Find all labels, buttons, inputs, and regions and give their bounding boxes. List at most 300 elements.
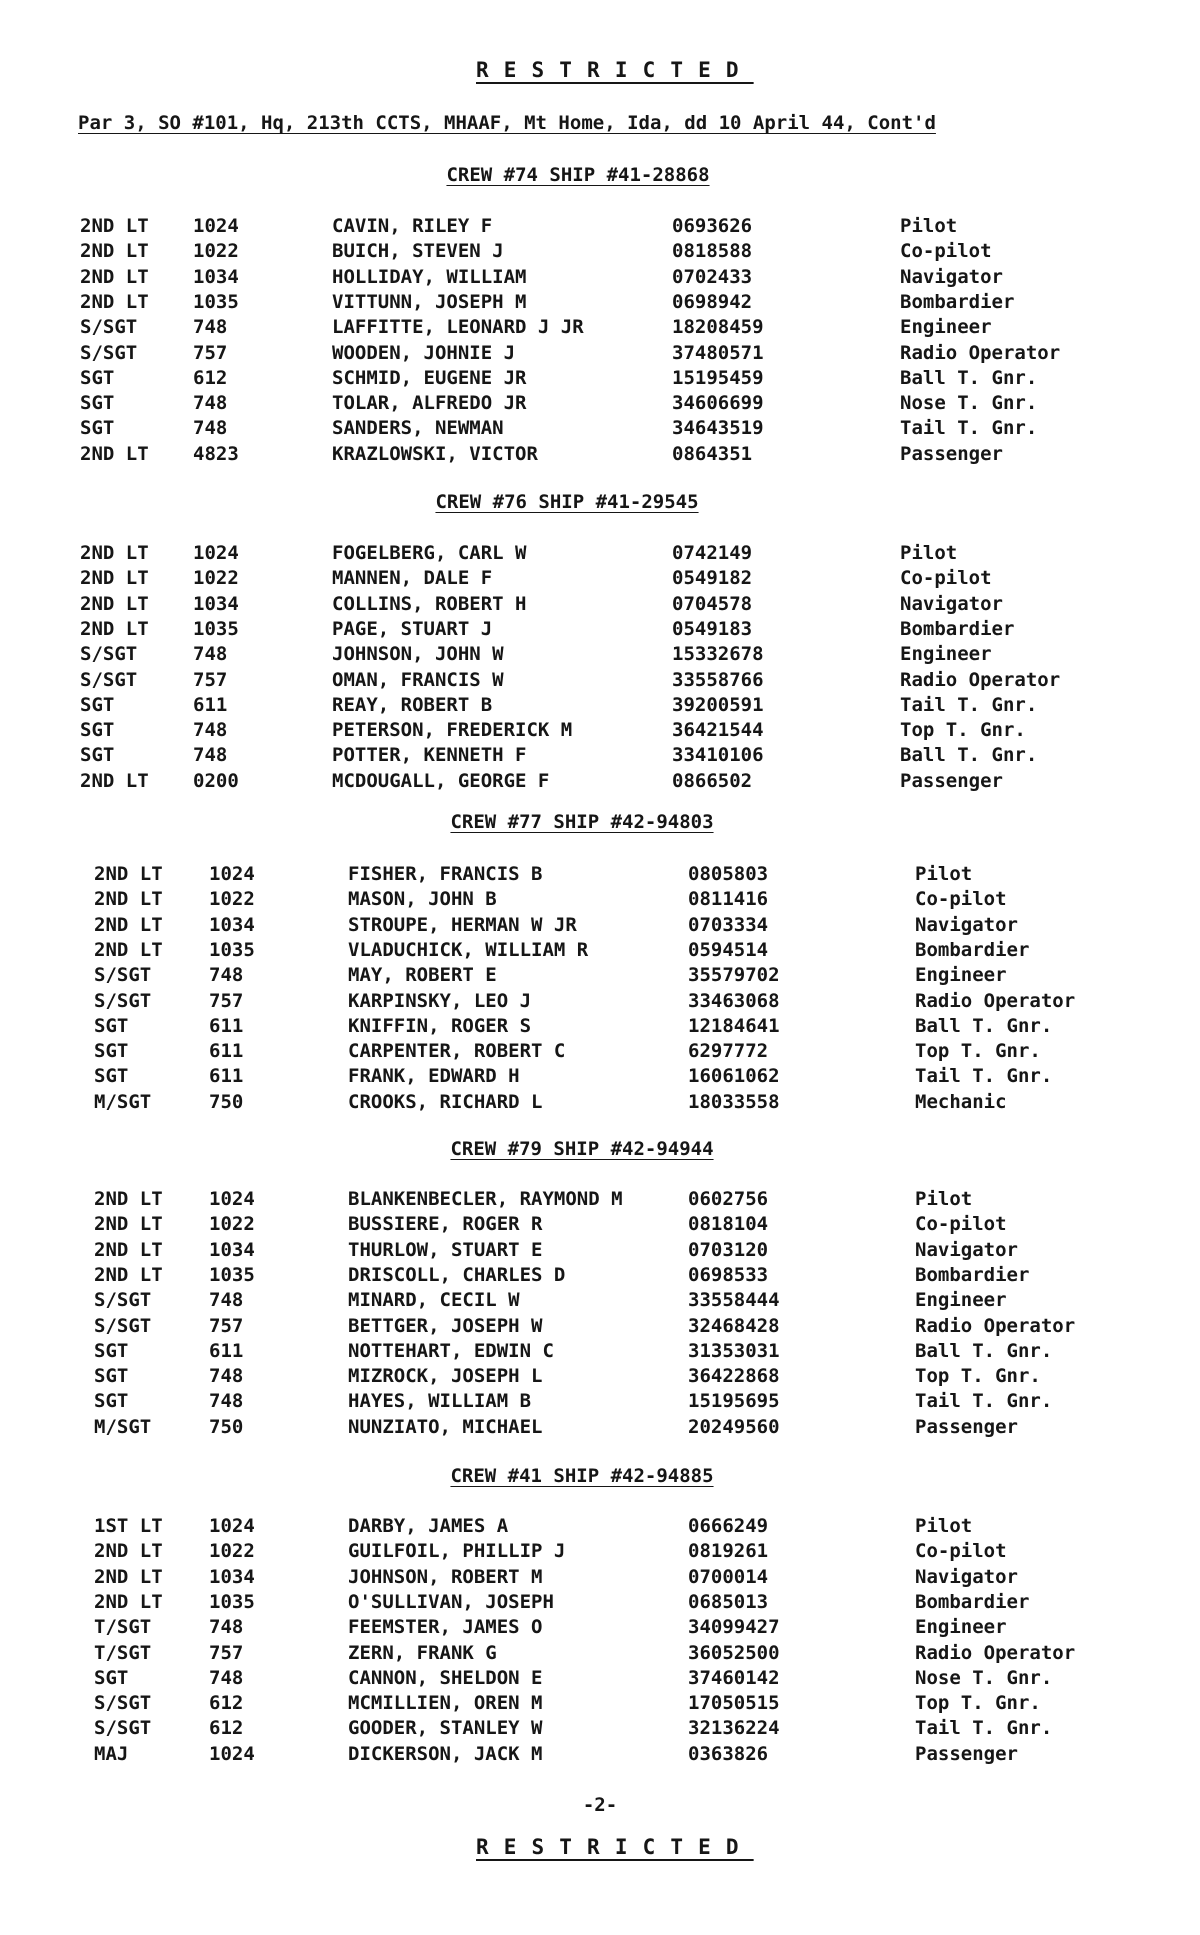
crew-member-row (0, 566, 1200, 591)
member-position: Engineer (915, 1616, 1007, 1639)
member-position: Ball T. Gnr. (900, 744, 1038, 767)
member-rank: SGT (80, 693, 115, 716)
crew-member-row (0, 416, 1200, 441)
member-name: NUNZIATO, MICHAEL (348, 1415, 543, 1438)
member-ssn: 748 (193, 744, 228, 767)
member-ssn: 611 (209, 1339, 244, 1362)
member-rank: 2ND LT (94, 1188, 163, 1210)
member-name: WOODEN, JOHNIE J (332, 341, 516, 364)
member-name: BUSSIERE, ROGER R (348, 1213, 543, 1236)
member-rank: T/SGT (94, 1641, 152, 1664)
member-position: Navigator (915, 1565, 1018, 1588)
member-ssn: 757 (193, 668, 228, 691)
member-serial: 18033558 (688, 1090, 780, 1113)
member-name: DICKERSON, JACK M (348, 1742, 543, 1765)
member-ssn: 757 (209, 1314, 244, 1337)
crew-title: CREW #79 SHIP #42-94944 (450, 1138, 714, 1160)
member-name: PETERSON, FREDERICK M (332, 719, 573, 742)
member-position: Bombardier (900, 290, 1015, 313)
member-name: CAVIN, RILEY F (332, 215, 493, 237)
member-ssn: 611 (209, 1065, 244, 1088)
member-ssn: 748 (209, 1365, 244, 1388)
member-ssn: 1024 (209, 863, 255, 885)
member-position: Top T. Gnr. (915, 1692, 1041, 1715)
crew-member-row (0, 1389, 1200, 1414)
member-position: Pilot (900, 542, 958, 564)
member-name: ZERN, FRANK G (348, 1641, 497, 1664)
member-serial: 37460142 (688, 1666, 780, 1689)
member-ssn: 1024 (193, 215, 239, 237)
member-name: MANNEN, DALE F (332, 567, 493, 590)
crew-member-row (0, 1187, 1200, 1212)
member-rank: 2ND LT (80, 592, 149, 615)
member-rank: 2ND LT (94, 1565, 163, 1588)
crew-member-row (0, 1615, 1200, 1640)
member-position: Bombardier (915, 1263, 1030, 1286)
member-name: VITTUNN, JOSEPH M (332, 290, 527, 313)
member-name: OMAN, FRANCIS W (332, 668, 504, 691)
crew-member-row (0, 1039, 1200, 1064)
member-rank: S/SGT (94, 964, 152, 987)
member-ssn: 611 (209, 1014, 244, 1037)
member-rank: SGT (80, 744, 115, 767)
member-serial: 0866502 (672, 769, 753, 792)
crew-title: CREW #41 SHIP #42-94885 (450, 1465, 714, 1487)
member-serial: 15195459 (672, 366, 764, 389)
member-position: Radio Operator (900, 341, 1061, 364)
member-name: THURLOW, STUART E (348, 1238, 543, 1261)
member-name: SANDERS, NEWMAN (332, 417, 504, 440)
member-rank: SGT (94, 1339, 129, 1362)
member-name: FOGELBERG, CARL W (332, 542, 527, 564)
crew-member-row (0, 913, 1200, 938)
member-position: Radio Operator (915, 1314, 1076, 1337)
member-position: Navigator (915, 1238, 1018, 1261)
member-name: FEEMSTER, JAMES O (348, 1616, 543, 1639)
member-position: Pilot (915, 1515, 973, 1537)
member-ssn: 1034 (209, 913, 255, 936)
crew-member-row (0, 1339, 1200, 1364)
member-ssn: 757 (193, 341, 228, 364)
member-serial: 0693626 (672, 215, 753, 237)
member-rank: S/SGT (80, 668, 138, 691)
member-name: CARPENTER, ROBERT C (348, 1040, 566, 1063)
member-name: BETTGER, JOSEPH W (348, 1314, 543, 1337)
member-serial: 16061062 (688, 1065, 780, 1088)
member-ssn: 750 (209, 1415, 244, 1438)
member-position: Tail T. Gnr. (900, 693, 1038, 716)
member-rank: SGT (94, 1040, 129, 1063)
crew-title: CREW #77 SHIP #42-94803 (450, 811, 714, 833)
member-serial: 36422868 (688, 1365, 780, 1388)
member-serial: 33463068 (688, 989, 780, 1012)
member-serial: 35579702 (688, 964, 780, 987)
member-serial: 34099427 (688, 1616, 780, 1639)
member-ssn: 1024 (209, 1515, 255, 1537)
member-serial: 0819261 (688, 1540, 769, 1563)
member-serial: 33410106 (672, 744, 764, 767)
paragraph-reference: Par 3, SO #101, Hq, 213th CCTS, MHAAF, Mt Home, Ida, dd 10 April 44, Cont'd (78, 112, 936, 134)
member-rank: SGT (80, 366, 115, 389)
member-name: SCHMID, EUGENE JR (332, 366, 527, 389)
member-serial: 0703120 (688, 1238, 769, 1261)
member-ssn: 1034 (193, 592, 239, 615)
member-rank: S/SGT (94, 1289, 152, 1312)
member-position: Engineer (915, 964, 1007, 987)
member-serial: 34643519 (672, 417, 764, 440)
member-serial: 0700014 (688, 1565, 769, 1588)
member-ssn: 612 (209, 1692, 244, 1715)
member-serial: 0818588 (672, 240, 753, 263)
crew-member-row (0, 214, 1200, 239)
member-rank: 2ND LT (94, 863, 163, 885)
member-serial: 31353031 (688, 1339, 780, 1362)
member-position: Ball T. Gnr. (915, 1014, 1053, 1037)
crew-member-row (0, 963, 1200, 988)
member-ssn: 1022 (193, 567, 239, 590)
member-position: Pilot (915, 1188, 973, 1210)
member-name: MINARD, CECIL W (348, 1289, 520, 1312)
member-name: GUILFOIL, PHILLIP J (348, 1540, 566, 1563)
member-ssn: 611 (209, 1040, 244, 1063)
member-serial: 37480571 (672, 341, 764, 364)
crew-member-row (0, 769, 1200, 794)
member-ssn: 1022 (209, 888, 255, 911)
crew-title: CREW #74 SHIP #41-28868 (446, 164, 710, 186)
member-ssn: 1035 (209, 1263, 255, 1286)
member-position: Tail T. Gnr. (900, 417, 1038, 440)
member-name: BUICH, STEVEN J (332, 240, 504, 263)
member-name: VLADUCHICK, WILLIAM R (348, 938, 589, 961)
member-position: Navigator (915, 913, 1018, 936)
crew-member-row (0, 1514, 1200, 1539)
member-ssn: 612 (193, 366, 228, 389)
member-position: Tail T. Gnr. (915, 1717, 1053, 1740)
member-rank: SGT (80, 392, 115, 415)
crew-member-row (0, 887, 1200, 912)
crew-member-row (0, 1641, 1200, 1666)
member-rank: 2ND LT (94, 938, 163, 961)
member-name: CROOKS, RICHARD L (348, 1090, 543, 1113)
member-serial: 0602756 (688, 1188, 769, 1210)
member-serial: 32468428 (688, 1314, 780, 1337)
member-name: GOODER, STANLEY W (348, 1717, 543, 1740)
member-rank: MAJ (94, 1742, 129, 1765)
member-position: Nose T. Gnr. (915, 1666, 1053, 1689)
member-rank: S/SGT (94, 1314, 152, 1337)
member-serial: 0363826 (688, 1742, 769, 1765)
member-ssn: 1035 (193, 617, 239, 640)
member-serial: 0811416 (688, 888, 769, 911)
member-ssn: 1022 (209, 1540, 255, 1563)
member-position: Mechanic (915, 1090, 1007, 1113)
member-ssn: 1035 (209, 1590, 255, 1613)
crew-member-row (0, 1539, 1200, 1564)
member-rank: S/SGT (94, 1692, 152, 1715)
member-rank: 2ND LT (94, 888, 163, 911)
crew-member-row (0, 290, 1200, 315)
member-name: MIZROCK, JOSEPH L (348, 1365, 543, 1388)
crew-member-row (0, 862, 1200, 887)
member-serial: 12184641 (688, 1014, 780, 1037)
member-position: Top T. Gnr. (915, 1365, 1041, 1388)
crew-title: CREW #76 SHIP #41-29545 (435, 491, 699, 513)
member-name: KNIFFIN, ROGER S (348, 1014, 532, 1037)
member-serial: 36421544 (672, 719, 764, 742)
member-name: O'SULLIVAN, JOSEPH (348, 1590, 554, 1613)
member-serial: 0702433 (672, 265, 753, 288)
member-serial: 0594514 (688, 938, 769, 961)
page-number: -2- (582, 1794, 618, 1816)
member-position: Radio Operator (900, 668, 1061, 691)
member-position: Passenger (900, 442, 1003, 465)
member-rank: 2ND LT (94, 1238, 163, 1261)
crew-member-row (0, 1415, 1200, 1440)
crew-member-row (0, 617, 1200, 642)
crew-member-row (0, 265, 1200, 290)
member-name: JOHNSON, ROBERT M (348, 1565, 543, 1588)
crew-member-row (0, 989, 1200, 1014)
member-position: Radio Operator (915, 1641, 1076, 1664)
member-ssn: 757 (209, 989, 244, 1012)
member-rank: 2ND LT (94, 1590, 163, 1613)
member-position: Top T. Gnr. (915, 1040, 1041, 1063)
crew-member-row (0, 391, 1200, 416)
member-position: Tail T. Gnr. (915, 1390, 1053, 1413)
member-rank: S/SGT (80, 643, 138, 666)
member-serial: 0698942 (672, 290, 753, 313)
crew-member-row (0, 1691, 1200, 1716)
member-rank: SGT (94, 1390, 129, 1413)
member-name: TOLAR, ALFREDO JR (332, 392, 527, 415)
member-ssn: 1034 (193, 265, 239, 288)
member-name: DARBY, JAMES A (348, 1515, 509, 1537)
member-serial: 0549183 (672, 617, 753, 640)
member-serial: 36052500 (688, 1641, 780, 1664)
member-serial: 0698533 (688, 1263, 769, 1286)
member-rank: SGT (80, 417, 115, 440)
crew-member-row (0, 1716, 1200, 1741)
member-rank: 2ND LT (94, 1263, 163, 1286)
member-rank: SGT (94, 1065, 129, 1088)
member-rank: 2ND LT (94, 913, 163, 936)
crew-member-row (0, 1314, 1200, 1339)
member-position: Nose T. Gnr. (900, 392, 1038, 415)
crew-member-row (0, 938, 1200, 963)
member-name: JOHNSON, JOHN W (332, 643, 504, 666)
member-position: Passenger (900, 769, 1003, 792)
member-rank: 2ND LT (80, 265, 149, 288)
member-rank: M/SGT (94, 1090, 152, 1113)
member-name: POTTER, KENNETH F (332, 744, 527, 767)
member-ssn: 748 (193, 643, 228, 666)
member-rank: S/SGT (94, 989, 152, 1012)
crew-member-row (0, 1238, 1200, 1263)
member-position: Radio Operator (915, 989, 1076, 1012)
member-rank: 2ND LT (94, 1213, 163, 1236)
member-position: Co-pilot (915, 1540, 1007, 1563)
member-ssn: 1034 (209, 1565, 255, 1588)
member-rank: 2ND LT (80, 442, 149, 465)
member-serial: 15332678 (672, 643, 764, 666)
member-ssn: 748 (193, 392, 228, 415)
member-rank: SGT (94, 1365, 129, 1388)
member-position: Bombardier (900, 617, 1015, 640)
member-ssn: 1035 (193, 290, 239, 313)
member-rank: 2ND LT (80, 617, 149, 640)
member-name: FRANK, EDWARD H (348, 1065, 520, 1088)
member-name: FISHER, FRANCIS B (348, 863, 543, 885)
member-name: CANNON, SHELDON E (348, 1666, 543, 1689)
member-rank: 2ND LT (80, 240, 149, 263)
member-rank: 1ST LT (94, 1515, 163, 1537)
member-serial: 18208459 (672, 316, 764, 339)
member-serial: 0704578 (672, 592, 753, 615)
crew-member-row (0, 1090, 1200, 1115)
crew-member-row (0, 366, 1200, 391)
member-ssn: 748 (209, 964, 244, 987)
crew-member-row (0, 315, 1200, 340)
member-ssn: 1022 (193, 240, 239, 263)
member-rank: S/SGT (80, 316, 138, 339)
member-name: COLLINS, ROBERT H (332, 592, 527, 615)
crew-member-row (0, 1263, 1200, 1288)
member-position: Pilot (915, 863, 973, 885)
member-rank: 2ND LT (80, 215, 149, 237)
crew-member-row (0, 1212, 1200, 1237)
crew-member-row (0, 592, 1200, 617)
member-ssn: 1035 (209, 938, 255, 961)
member-position: Co-pilot (915, 888, 1007, 911)
member-ssn: 748 (193, 316, 228, 339)
member-rank: M/SGT (94, 1415, 152, 1438)
member-rank: 2ND LT (94, 1540, 163, 1563)
member-name: DRISCOLL, CHARLES D (348, 1263, 566, 1286)
crew-member-row (0, 442, 1200, 467)
member-position: Co-pilot (900, 240, 992, 263)
crew-member-row (0, 693, 1200, 718)
member-name: PAGE, STUART J (332, 617, 493, 640)
member-name: HAYES, WILLIAM B (348, 1390, 532, 1413)
member-name: NOTTEHART, EDWIN C (348, 1339, 554, 1362)
restricted-marking-top: RESTRICTED (476, 58, 754, 82)
member-ssn: 612 (209, 1717, 244, 1740)
member-ssn: 748 (209, 1666, 244, 1689)
member-name: MASON, JOHN B (348, 888, 497, 911)
member-ssn: 1024 (209, 1188, 255, 1210)
member-rank: 2ND LT (80, 542, 149, 564)
member-serial: 0549182 (672, 567, 753, 590)
member-rank: 2ND LT (80, 769, 149, 792)
crew-member-row (0, 1666, 1200, 1691)
restricted-marking-bottom: RESTRICTED (476, 1835, 754, 1859)
member-ssn: 748 (209, 1390, 244, 1413)
member-position: Engineer (915, 1289, 1007, 1312)
member-name: MCDOUGALL, GEORGE F (332, 769, 550, 792)
member-name: MCMILLIEN, OREN M (348, 1692, 543, 1715)
crew-member-row (0, 541, 1200, 566)
member-position: Navigator (900, 265, 1003, 288)
member-ssn: 750 (209, 1090, 244, 1113)
member-rank: S/SGT (80, 341, 138, 364)
member-name: REAY, ROBERT B (332, 693, 493, 716)
member-position: Ball T. Gnr. (915, 1339, 1053, 1362)
member-serial: 0805803 (688, 863, 769, 885)
member-ssn: 0200 (193, 769, 239, 792)
member-ssn: 748 (193, 719, 228, 742)
crew-member-row (0, 668, 1200, 693)
member-ssn: 748 (209, 1616, 244, 1639)
member-position: Tail T. Gnr. (915, 1065, 1053, 1088)
member-serial: 0864351 (672, 442, 753, 465)
crew-member-row (0, 1742, 1200, 1767)
member-position: Bombardier (915, 938, 1030, 961)
crew-member-row (0, 1565, 1200, 1590)
member-rank: T/SGT (94, 1616, 152, 1639)
member-position: Engineer (900, 316, 992, 339)
member-ssn: 611 (193, 693, 228, 716)
member-name: KARPINSKY, LEO J (348, 989, 532, 1012)
member-serial: 0666249 (688, 1515, 769, 1537)
member-serial: 32136224 (688, 1717, 780, 1740)
member-ssn: 4823 (193, 442, 239, 465)
member-serial: 0742149 (672, 542, 753, 564)
member-ssn: 757 (209, 1641, 244, 1664)
member-serial: 0703334 (688, 913, 769, 936)
member-name: KRAZLOWSKI, VICTOR (332, 442, 538, 465)
member-serial: 17050515 (688, 1692, 780, 1715)
member-serial: 15195695 (688, 1390, 780, 1413)
member-position: Co-pilot (900, 567, 992, 590)
member-rank: SGT (94, 1014, 129, 1037)
member-position: Bombardier (915, 1590, 1030, 1613)
member-position: Engineer (900, 643, 992, 666)
member-rank: SGT (80, 719, 115, 742)
member-ssn: 1024 (209, 1742, 255, 1765)
member-position: Co-pilot (915, 1213, 1007, 1236)
member-name: LAFFITTE, LEONARD J JR (332, 316, 584, 339)
member-position: Navigator (900, 592, 1003, 615)
crew-member-row (0, 239, 1200, 264)
crew-member-row (0, 743, 1200, 768)
crew-member-row (0, 1064, 1200, 1089)
member-serial: 0685013 (688, 1590, 769, 1613)
member-ssn: 748 (193, 417, 228, 440)
member-serial: 20249560 (688, 1415, 780, 1438)
member-name: BLANKENBECLER, RAYMOND M (348, 1188, 623, 1210)
member-name: HOLLIDAY, WILLIAM (332, 265, 527, 288)
member-serial: 6297772 (688, 1040, 769, 1063)
member-position: Passenger (915, 1415, 1018, 1438)
crew-member-row (0, 1288, 1200, 1313)
crew-member-row (0, 1014, 1200, 1039)
member-ssn: 748 (209, 1289, 244, 1312)
member-rank: 2ND LT (80, 290, 149, 313)
crew-member-row (0, 341, 1200, 366)
member-rank: S/SGT (94, 1717, 152, 1740)
member-position: Pilot (900, 215, 958, 237)
member-serial: 33558444 (688, 1289, 780, 1312)
member-serial: 39200591 (672, 693, 764, 716)
member-serial: 34606699 (672, 392, 764, 415)
member-position: Ball T. Gnr. (900, 366, 1038, 389)
member-name: STROUPE, HERMAN W JR (348, 913, 577, 936)
member-serial: 33558766 (672, 668, 764, 691)
member-position: Passenger (915, 1742, 1018, 1765)
member-ssn: 1024 (193, 542, 239, 564)
member-serial: 0818104 (688, 1213, 769, 1236)
member-name: MAY, ROBERT E (348, 964, 497, 987)
